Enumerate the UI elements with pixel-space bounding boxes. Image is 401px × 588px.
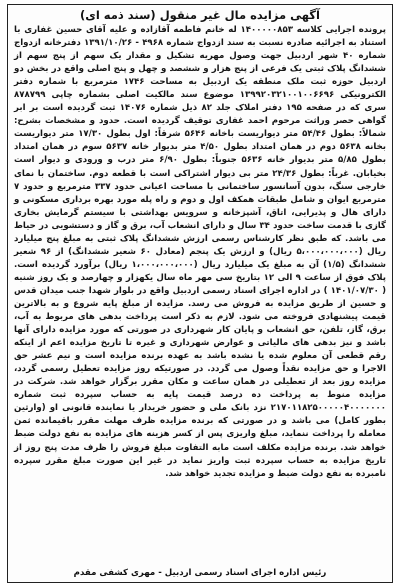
notice-header (8, 5, 392, 24)
notice-card (7, 4, 393, 583)
notice-body-text: پرونده اجرایی کلاسه ۱۴۰۰۰۰۰۸۵۳ له خانم فاطمه آقازاده و علیه آقای حسین غفاری با استناد به اجرائیه صادره نسبت به سند ازدواج شماره ۴۹۶۸ - ۱۳۹۱/۱۰/۲۶ دفترخانه ازدواج شماره ۴۰ شهر اردبیل جهت وصول مهریه تشکیل و مقدار یک سهم از پنج سهم از ششدانگ پلاک ثبتی یک فرعی از پنج هزار و ششصد و چهل و پنج اصلی واقع در بخش دو اردبیل حوزه ثبت ملک منطقه یک اردبیل به مساحت ۱۷۴۶ مترمربع با شماره دفتر الکترونیکی ۱۳۹۹۲۰۳۲۱۰۰۱۰۰۶۶۹۶ موضوع سند مالکیت اصلی بشماره چاپی ۸۷۸۷۹۹ سری که در صفحه ۱۹۵ دفتر املاک جلد ۸۲ ذیل شماره ۱۴۰۷۶ ثبت گردیده است بر ابر گواهی حصر وراثت مرحوم احمد غفاری توقیف گردیده است. حدود و مشخصات بشرح: شمالاً: بطول ۵۴/۴۶ متر دیواریست باخانه ۵۶۴۶ شرقاً: اول بطول ۱۷/۳۰ متر دیواریست بخانه ۵۶۳۸ دوم در همان امتداد بطول ۴/۵۰ متر بدیوار خانه ۵۶۳۷ سوم در همان امتداد بطول ۵/۸۵ متر بدیوار خانه ۵۶۳۶ جنوباً: بطول ۶/۹۰ متر درب و ورودی و دیوار است بخیابان. غرباً: بطول ۲۴/۳۶ متر بی دیوار اشتراکی است با قطعه دوم. ساختمان با نمای خارجی سنگ، بدون آسانسور ساختمانی با مساحت اعیانی حدود ۳۳۷ مترمربع و حدود ۷ مترمربع ایوان و شامل طبقات همکف اول و دوم و راه پله مورد بهره برداری مسکونی و دارای هال و پذیرایی، اتاق، آشپزخانه و سرویس بهداشتی با سیستم گرمایش بخاری گازی با قدمت ساخت حدود ۳۴ سال و دارای انشعاب آب، برق و گاز و دستشویی در حیاط می باشد. که طبق نظر کارشناس رسمی ارزش ششدانگ پلاک ثبتی به مبلغ پنج میلیارد ریال (۵،۰۰۰،۰۰۰،۰۰۰ ریال) و ارزش یک پنجم (معادل ۶۰ شعیر ششدانگ) از ۹۶ شعیر ششدانگ (۱/۵) آن به مبلغ یک میلیارد ریال (۱،۰۰۰،۰۰۰،۰۰۰ ریال) برآورد گردیده است. پلاک فوق از ساعت ۹ الی ۱۲ بتاریخ سی مهر ماه سال یکهزار و چهارصد و یک روز شنبه ( ۱۴۰۱/۰۷/۳۰ ) در اداره اجرای اسناد رسمی اردبیل واقع در بلوار شهدا جنب میدان قدس و حسین از طریق مزایده به فروش می رسد. مزایده از مبلغ پایه شروع و به بالاترین قیمت پیشنهادی فروخته می شود. لازم به ذکر است پرداخت بدهی های مربوط به آب، برق، گاز، تلفن، حق انشعاب و پایان کار شهرداری در صورتی که مورد مزایده دارای آنها باشد و نیز بدهی های مالیاتی و عوارض شهرداری و غیره تا تاریخ مزایده اعم از اینکه رقم قطعی آن معلوم شده یا نشده باشد به عهده برنده مزایده است و نیم عشر حق الاجرا و حق مزایده نقداً وصول می گردد. در صورتیکه روز مزایده تعطیل رسمی گردد، مزایده روز بعد از تعطیلی در همان ساعت و مکان مقرر برگزار خواهد شد. شرکت در مزایده منوط به پرداخت ده درصد قیمت پایه به حساب سپرده ثبت شماره ۲۱۷۰۱۱۸۲۵۰۰۰۰۰۴۰۰۰۰۰۰۰ نزد بانک ملی و حضور خریدار یا نماینده قانونی او (وارثین بطور کامل) می باشد و در صورتی که برنده مزایده ظرف مهلت مقرر باقیمانده ثمن معامله را پرداخت ننماید، مبلغ واریزی پس از کسر هزینه های مزایده به نفع دولت ضبط خواهد شد. برنده مزایده مکلف است مابه التفاوت مبلغ فروش را ظرف مدت پنج روز از تاریخ مزایده به حساب سپرده ثبت واریز نماید در غیر این صورت مبلغ مقرر سپرده نامبرده به نفع دولت ضبط و مزایده تجدید خواهد شد. (14, 25, 387, 479)
notice-title: آگهی مزایده مال غیر منقول (سند ذمه ای) (80, 8, 320, 22)
notice-signature: رئیس اداره اجرای اسناد رسمی اردبیل - مهری کشفی مقدم (73, 568, 327, 578)
notice-body (8, 24, 392, 481)
